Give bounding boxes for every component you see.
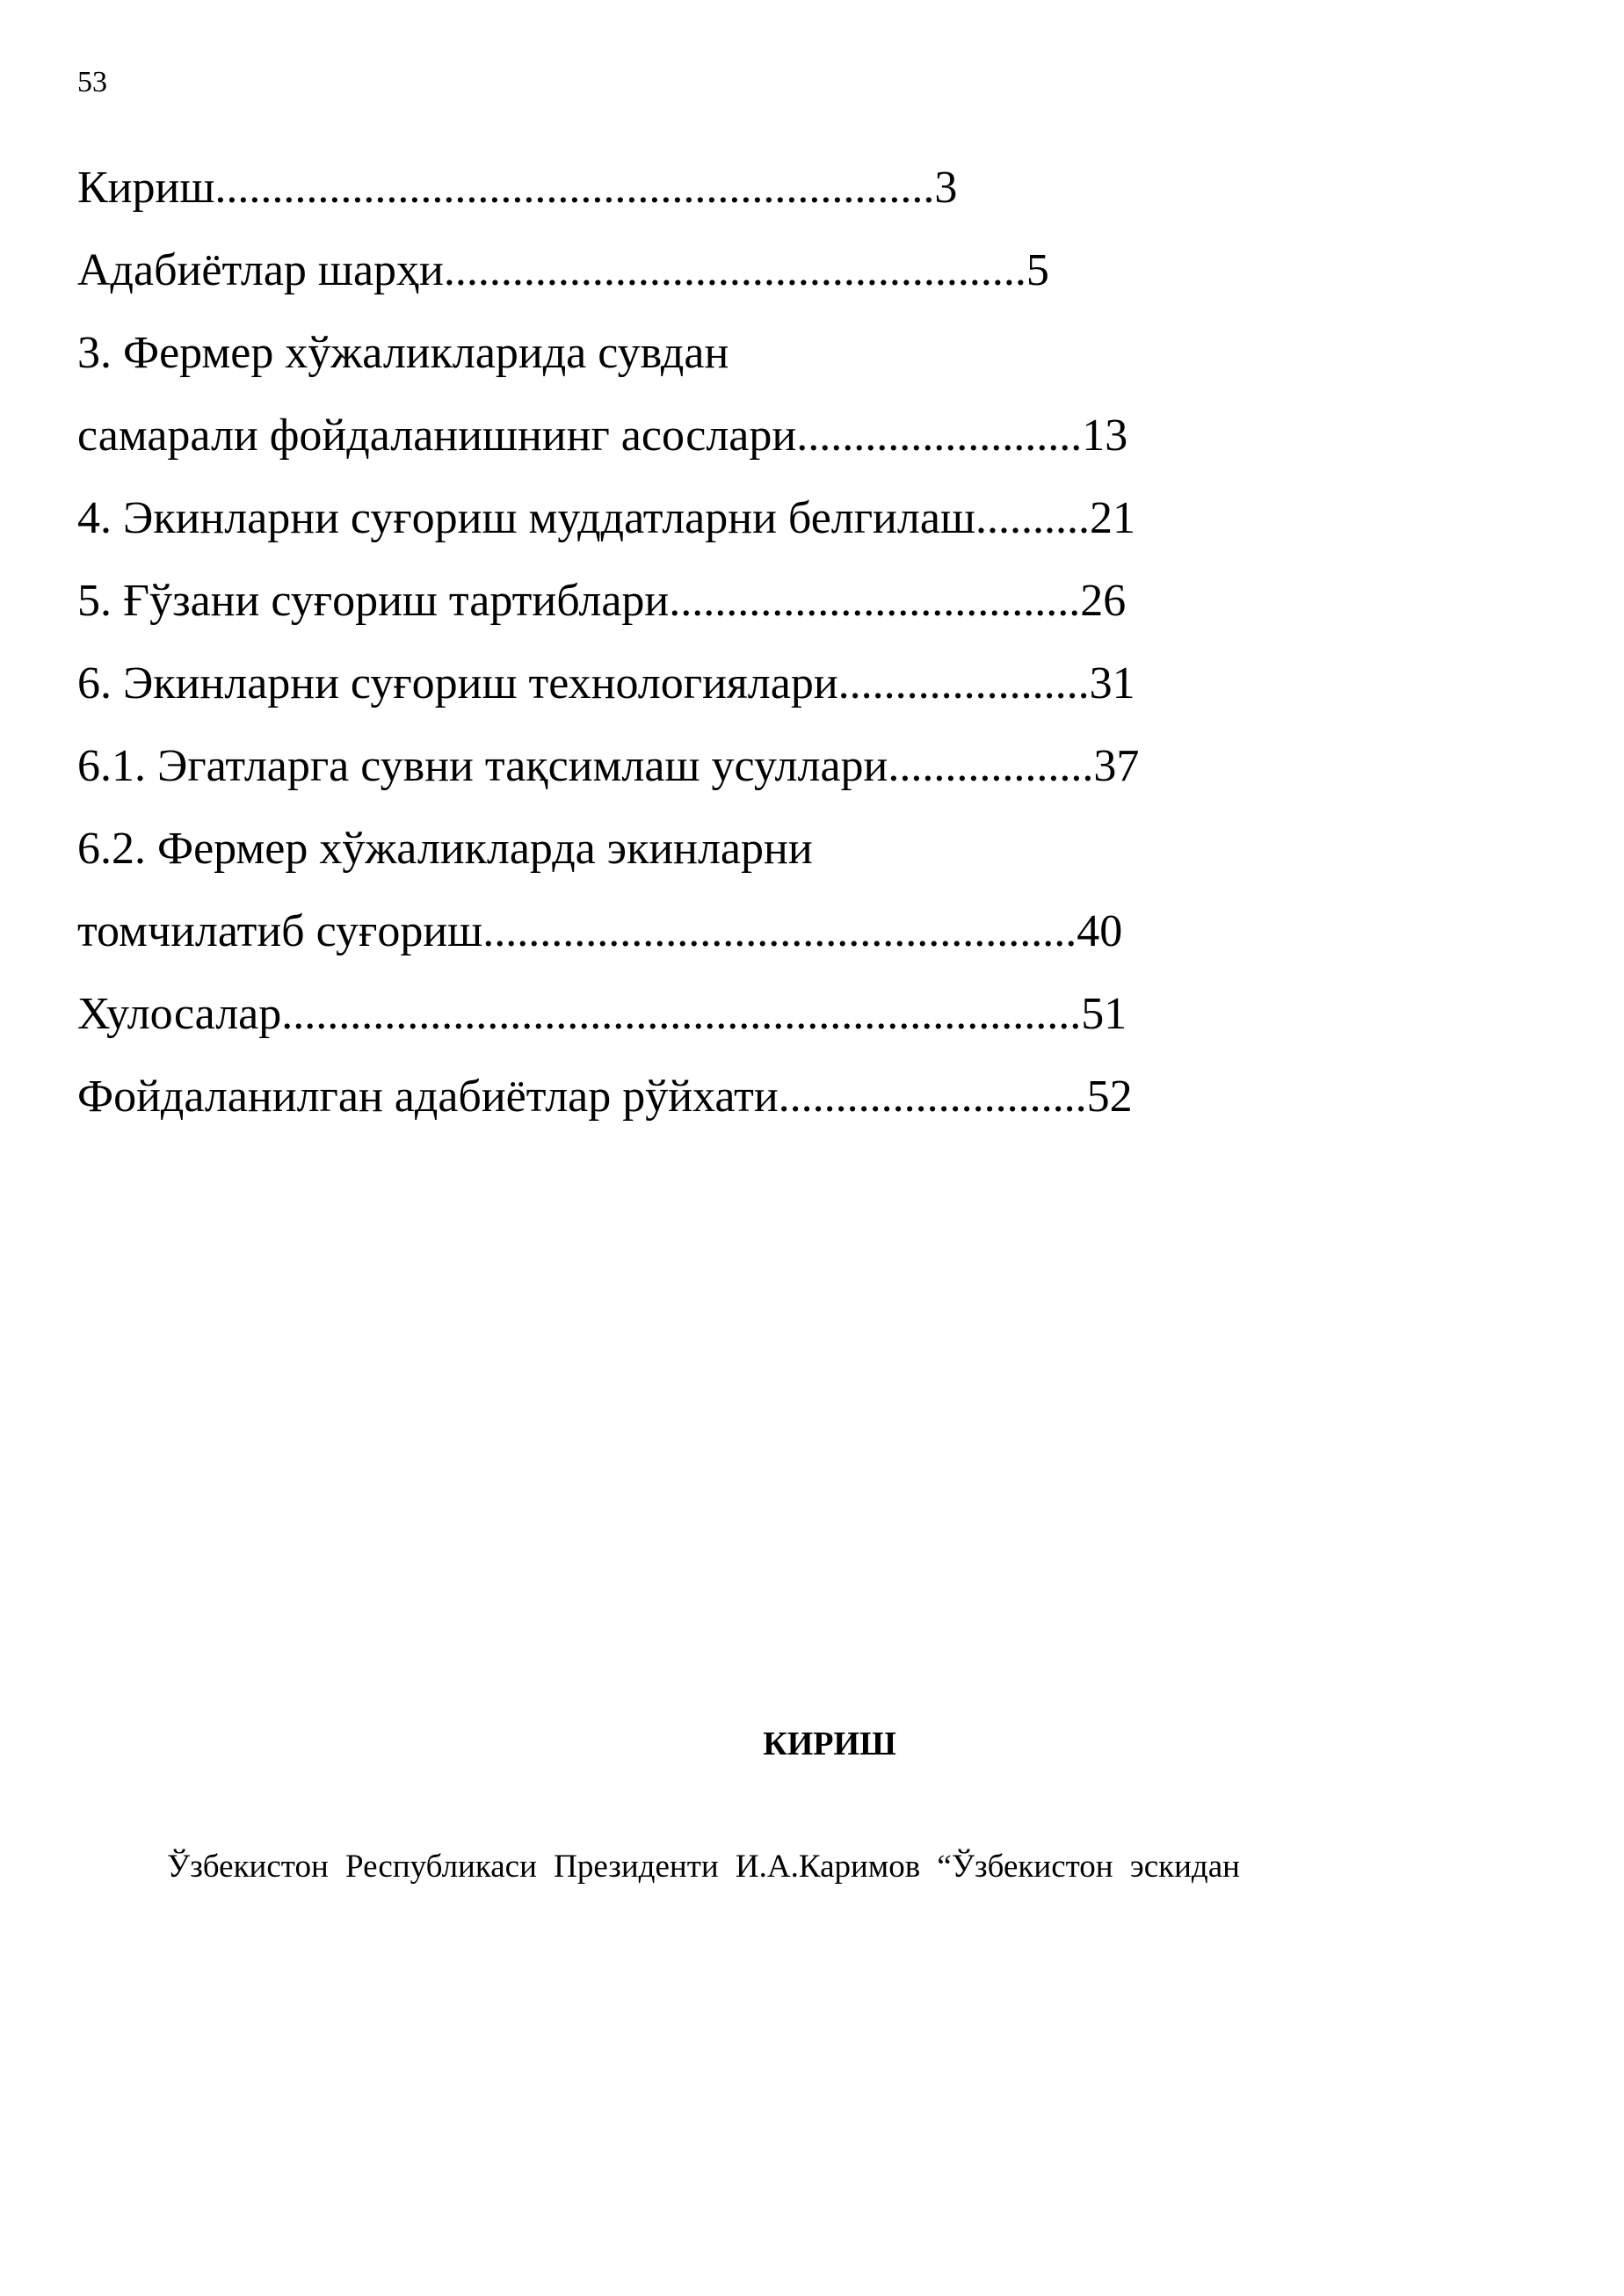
toc-entry-section-6-2-line-1 [77, 821, 1237, 904]
table-of-contents [77, 160, 1237, 1152]
toc-entry-section-6-2-line-2 [77, 904, 1237, 986]
toc-entry-section-6 [77, 656, 1237, 738]
toc-entry-dots: .......... [975, 493, 1090, 543]
toc-entry-dots: .................. [888, 741, 1094, 791]
toc-entry-title: самарали фойдаланишнинг асослари [77, 411, 797, 461]
toc-entry-title: 4. Экинларни суғориш муддатларни белгилаш [77, 493, 975, 543]
toc-entry-title: 6.1. Эгатларга сувни тақсимлаш усуллари [77, 741, 888, 791]
toc-entry-literature-review [77, 243, 1237, 325]
toc-entry-section-5 [77, 573, 1237, 656]
toc-entry-page: 37 [1093, 741, 1140, 791]
intro-paragraph: Ўзбекистон Республикаси Президенти И.А.Каримов “Ўзбекистон эскидан [167, 1849, 1240, 1885]
toc-entry-title: Фойдаланилган адабиётлар рўйхати [77, 1072, 779, 1122]
toc-entry-dots: ................................................... [443, 245, 1026, 295]
toc-entry-section-3-line-2 [77, 408, 1237, 490]
toc-entry-dots: ...................................................................... [281, 989, 1082, 1039]
toc-entry-title: 3. Фермер хўжаликларида сувдан [77, 328, 729, 378]
toc-entry-title: 5. Ғўзани суғориш тартиблари [77, 576, 670, 626]
toc-entry-dots: ............................................................... [214, 163, 935, 213]
toc-entry-page: 13 [1082, 411, 1128, 461]
toc-entry-dots: ...................... [837, 658, 1090, 708]
toc-entry-title: Хулосалар [77, 989, 282, 1039]
toc-entry-intro [77, 160, 1237, 243]
toc-entry-page: 40 [1077, 906, 1123, 956]
toc-entry-page: 31 [1089, 658, 1135, 708]
toc-entry-section-4 [77, 490, 1237, 573]
toc-entry-title: Кириш [77, 163, 215, 213]
section-heading: КИРИШ [763, 1726, 896, 1762]
toc-entry-dots: ......................... [796, 411, 1083, 461]
toc-entry-section-3-line-1 [77, 325, 1237, 408]
toc-entry-dots: .................................................... [482, 906, 1077, 956]
page-number: 53 [77, 66, 107, 98]
toc-entry-page: 5 [1026, 245, 1049, 295]
toc-entry-title: 6. Экинларни суғориш технологиялари [77, 658, 838, 708]
toc-entry-title: 6.2. Фермер хўжаликларда экинларни [77, 824, 813, 874]
toc-entry-page: 3 [934, 163, 958, 213]
toc-entry-conclusions [77, 986, 1237, 1069]
toc-entry-page: 21 [1089, 493, 1135, 543]
toc-entry-dots: .................................... [669, 576, 1081, 626]
toc-entry-title: томчилатиб суғориш [77, 906, 483, 956]
toc-entry-page: 26 [1080, 576, 1127, 626]
toc-entry-title: Адабиётлар шарҳи [77, 245, 444, 295]
toc-entry-dots: ........................... [778, 1072, 1087, 1122]
toc-entry-section-6-1 [77, 738, 1237, 821]
toc-entry-page: 52 [1086, 1072, 1133, 1122]
toc-entry-page: 51 [1081, 989, 1127, 1039]
toc-entry-references [77, 1069, 1237, 1152]
